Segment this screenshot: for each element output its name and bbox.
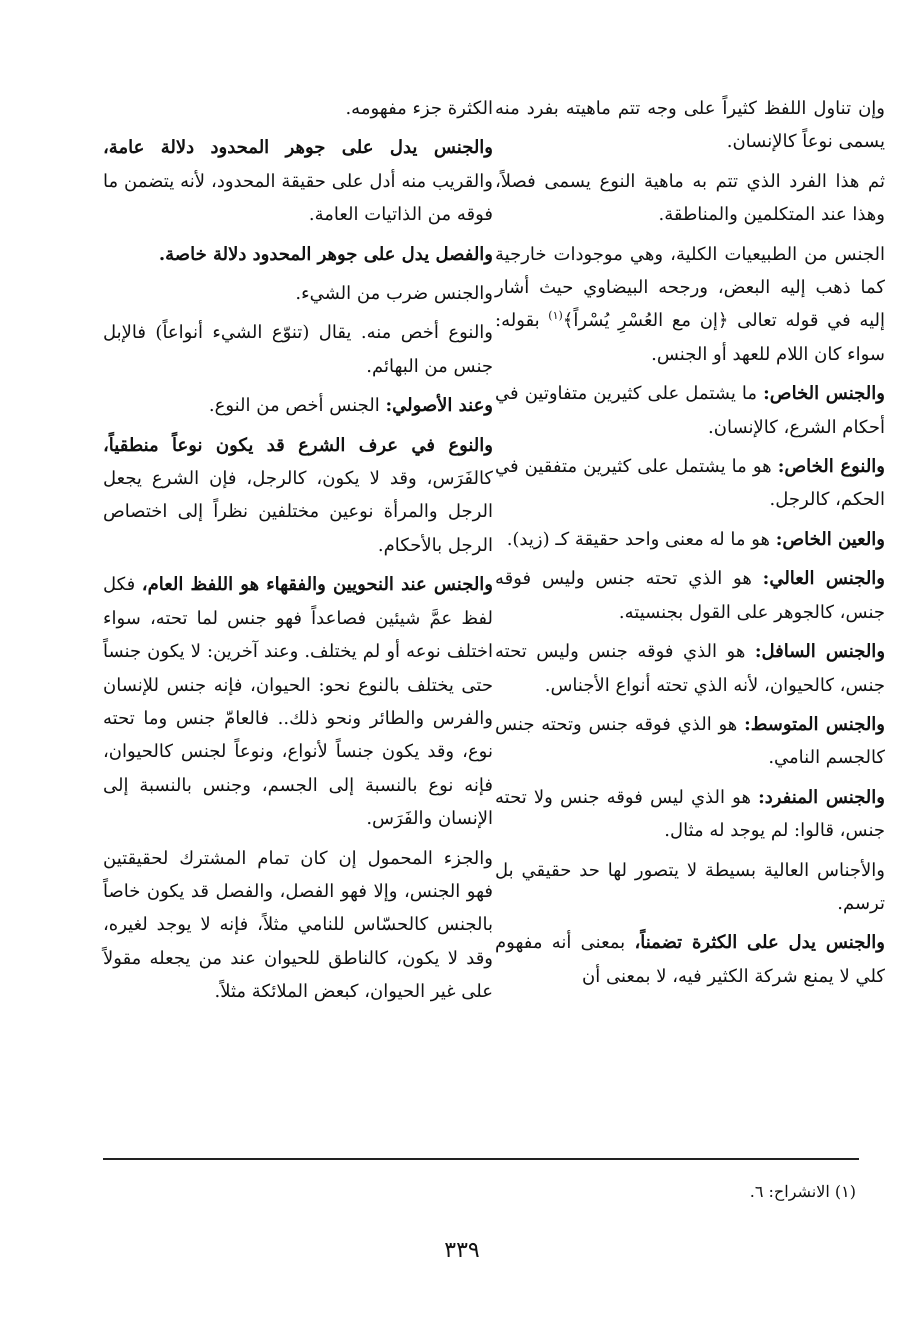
bold-term: والفصل يدل على جوهر المحدود دلالة خاصة. <box>158 243 493 265</box>
paragraph <box>103 316 493 383</box>
bold-term: والنوع في عرف الشرع قد يكون نوعاً منطقياً، <box>103 434 493 456</box>
paragraph <box>495 238 885 372</box>
footnote: (١) الانشراح: ٦. <box>749 1182 856 1201</box>
left-text-column <box>103 92 493 1009</box>
paragraph-text: وإن تناول اللفظ كثيراً على وجه تتم ماهيته بفرد منه يسمى نوعاً كالإنسان. <box>495 98 885 153</box>
paragraph-text: والجنس ضرب من الشيء. <box>295 283 493 305</box>
paragraph-text: فكل لفظ عمَّ شيئين فصاعداً فهو جنس لما تحته، سواء اختلف نوعه أو لم يختلف. وعند آخرين: لا يكون جنساً حتى يختلف بالنوع نحو: الحيوان، فإنه جنس للإنسان والفرس والطائر ونحو ذلك.. فالعامّ جنس وما تحته نوع، وقد يكون جنساً لأنواع، ونوعاً لجنس كالحيوان، فإنه نوع بالنسبة إلى الجسم، وجنس بالنسبة إلى الإنسان والفَرَس. <box>103 574 493 830</box>
paragraph-text: والجزء المحمول إن كان تمام المشترك لحقيقتين فهو الجنس، وإلا فهو الفصل، والفصل قد يكون خاصاً بالجنس كالحسّاس للنامي مثلاً، فإنه لا يوجد لغيره، وقد لا يكون، كالناطق للحيوان عند من يجعله مقولاً على غير الحيوان، كبعض الملائكة مثلاً. <box>103 847 493 1003</box>
paragraph-text: هو الذي ليس فوقه جنس ولا تحته جنس، قالوا: لم يوجد له مثال. <box>495 786 885 842</box>
paragraph <box>495 781 885 848</box>
paragraph-text: ما يشتمل على كثيرين متفاوتين في أحكام الشرع، كالإنسان. <box>495 383 885 438</box>
paragraph <box>103 92 493 125</box>
footnote-marker: (١) <box>548 309 563 323</box>
paragraph <box>495 377 885 444</box>
bold-term: والجنس عند النحويين والفقهاء هو اللفظ العام، <box>141 574 493 596</box>
paragraph-text: هو الذي فوقه جنس وليس تحته جنس، كالحيوان، لأنه الذي تحته أنواع الأجناس. <box>495 641 885 696</box>
right-text-column <box>495 92 885 993</box>
paragraph <box>103 277 493 310</box>
bold-term: وعند الأصولي: <box>385 395 493 417</box>
paragraph <box>103 842 493 1009</box>
bold-term: والجنس الخاص: <box>763 383 885 405</box>
page-number: ٣٣٩ <box>444 1238 480 1263</box>
paragraph-text: والقريب منه أدل على حقيقة المحدود، لأنه يتضمن ما فوقه من الذاتيات العامة. <box>103 170 493 226</box>
paragraph <box>495 165 885 232</box>
paragraph <box>495 92 885 159</box>
paragraph-text: ثم هذا الفرد الذي تتم به ماهية النوع يسمى فصلاً، وهذا عند المتكلمين والمناطقة. <box>495 170 885 226</box>
paragraph <box>103 131 493 231</box>
paragraph <box>495 635 885 702</box>
paragraph-text: الجنس من الطبيعيات الكلية، وهي موجودات خارجية كما ذهب إليه البعض، ورجحه البيضاوي حيث أشار إليه في قوله تعالى ﴿إن مع العُسْرِ يُسْراً﴾ <box>495 243 885 332</box>
paragraph-text: الكثرة جزء مفهومه. <box>345 98 493 119</box>
footnote-divider <box>103 1158 859 1160</box>
bold-term: والجنس يدل على الكثرة تضمناً، <box>634 932 885 954</box>
paragraph-text: الجنس أخص من النوع. <box>208 395 386 417</box>
bold-term: والجنس يدل على جوهر المحدود دلالة عامة، <box>103 137 493 159</box>
paragraph <box>495 854 885 921</box>
paragraph-text: هو الذي تحته جنس وليس فوقه جنس، كالجوهر على القول بجنسيته. <box>495 568 885 623</box>
paragraph-text: كالفَرَس، وقد لا يكون، كالرجل، فإن الشرع يجعل الرجل والمرأة نوعين مختلفين نظراً إلى اختصاص الرجل بالأحكام. <box>103 468 493 556</box>
paragraph-text: والنوع أخص منه. يقال (تنوّع الشيء أنواعاً) فالإبل جنس من البهائم. <box>103 322 493 377</box>
paragraph-text: بمعنى أنه مفهوم كلي لا يمنع شركة الكثير فيه، لا بمعنى أن <box>495 932 885 987</box>
paragraph <box>103 389 493 422</box>
paragraph-text: والأجناس العالية بسيطة لا يتصور لها حد حقيقي بل ترسم. <box>495 859 885 914</box>
bold-term: والعين الخاص: <box>775 528 885 550</box>
paragraph-text: هو ما له معنى واحد حقيقة كـ (زيد). <box>506 528 776 550</box>
bold-term: والجنس السافل: <box>754 641 886 663</box>
paragraph <box>103 568 493 835</box>
paragraph <box>495 926 885 993</box>
bold-term: والجنس العالي: <box>762 568 885 590</box>
paragraph <box>495 450 885 517</box>
paragraph-text: بقوله: سواء كان اللام للعهد أو الجنس. <box>495 310 885 365</box>
bold-term: والجنس المتوسط: <box>744 713 885 735</box>
paragraph <box>495 708 885 775</box>
paragraph <box>495 562 885 629</box>
paragraph <box>103 238 493 271</box>
bold-term: والجنس المنفرد: <box>758 786 885 808</box>
paragraph-text: هو ما يشتمل على كثيرين متفقين في الحكم، كالرجل. <box>495 456 885 511</box>
bold-term: والنوع الخاص: <box>777 456 885 478</box>
paragraph <box>103 429 493 563</box>
paragraph <box>495 523 885 556</box>
paragraph-text: هو الذي فوقه جنس وتحته جنس كالجسم النامي. <box>495 713 885 769</box>
